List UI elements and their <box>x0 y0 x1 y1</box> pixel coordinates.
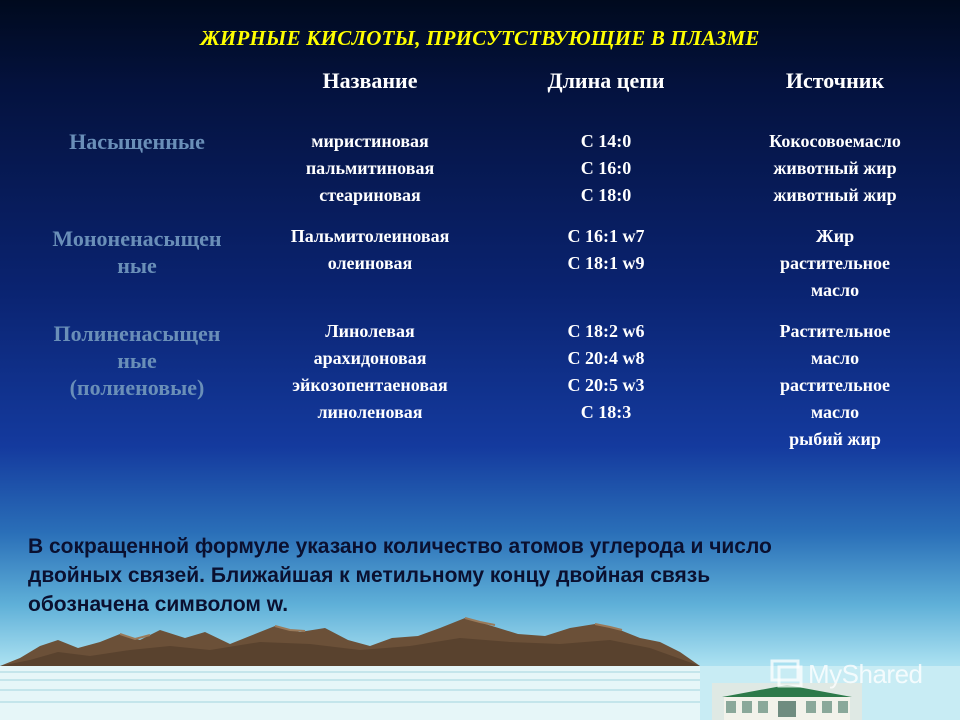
category-polyunsaturated <box>18 320 256 401</box>
chain-length: C 18:2 w6 <box>567 321 645 341</box>
sources-saturated <box>705 128 960 209</box>
source: растительное <box>779 375 891 395</box>
names-polyunsaturated <box>240 318 500 426</box>
category-line: Полиненасыщен <box>53 321 221 346</box>
footnote-line: В сокращенной формуле указано количество атомов углерода и число <box>28 535 772 558</box>
acid-name: арахидоновая <box>313 348 427 368</box>
header-name: Название <box>322 68 418 93</box>
chain-length: C 16:0 <box>580 158 632 178</box>
category-line: ные <box>117 253 157 278</box>
category-monounsaturated <box>18 225 256 279</box>
acid-name: эйкозопентаеновая <box>292 375 448 395</box>
sources-polyunsaturated <box>705 318 960 453</box>
header-source: Источник <box>785 68 885 93</box>
source: рыбий жир <box>789 429 881 449</box>
acid-name: Линолевая <box>325 321 415 341</box>
category-line: Мононенасыщен <box>52 226 222 251</box>
header-chain-length: Длина цепи <box>547 68 665 93</box>
slide-title: ЖИРНЫЕ КИСЛОТЫ, ПРИСУТСТВУЮЩИЕ В ПЛАЗМЕ <box>200 26 760 50</box>
chain-length: C 18:1 w9 <box>567 253 645 273</box>
acid-name: пальмитиновая <box>305 158 435 178</box>
names-monounsaturated <box>240 223 500 277</box>
presentation-icon <box>770 658 804 692</box>
source: растительное <box>779 253 891 273</box>
category-saturated <box>18 128 256 155</box>
acid-name: стеариновая <box>319 185 421 205</box>
chain-length: C 14:0 <box>580 131 632 151</box>
acid-name: линоленовая <box>317 402 423 422</box>
source: масло <box>810 280 860 300</box>
chain-length: C 18:0 <box>580 185 632 205</box>
chains-saturated <box>476 128 736 209</box>
category-line: ные <box>117 348 157 373</box>
source: Кокосовоемасло <box>769 131 901 151</box>
chain-length: C 20:4 w8 <box>567 348 645 368</box>
source: Растительное <box>779 321 891 341</box>
chain-length: C 16:1 w7 <box>567 226 645 246</box>
acid-name: олеиновая <box>327 253 413 273</box>
footnote-line: обозначена символом w. <box>28 593 289 616</box>
category-line: Насыщенные <box>69 129 205 154</box>
source: животный жир <box>773 158 897 178</box>
footnote-line: двойных связей. Ближайшая к метильному концу двойная связь <box>28 564 711 587</box>
category-line: (полиеновые) <box>69 375 205 400</box>
acid-name: миристиновая <box>311 131 429 151</box>
acid-name: Пальмитолеиновая <box>290 226 450 246</box>
source: животный жир <box>773 185 897 205</box>
chains-polyunsaturated <box>476 318 736 426</box>
chains-monounsaturated <box>476 223 736 277</box>
watermark-text: MyShared <box>808 659 923 689</box>
source: Жир <box>815 226 855 246</box>
watermark <box>770 656 950 696</box>
chain-length: C 20:5 w3 <box>567 375 645 395</box>
chain-length: C 18:3 <box>580 402 632 422</box>
names-saturated <box>240 128 500 209</box>
source: масло <box>810 402 860 422</box>
source: масло <box>810 348 860 368</box>
sources-monounsaturated <box>705 223 960 304</box>
